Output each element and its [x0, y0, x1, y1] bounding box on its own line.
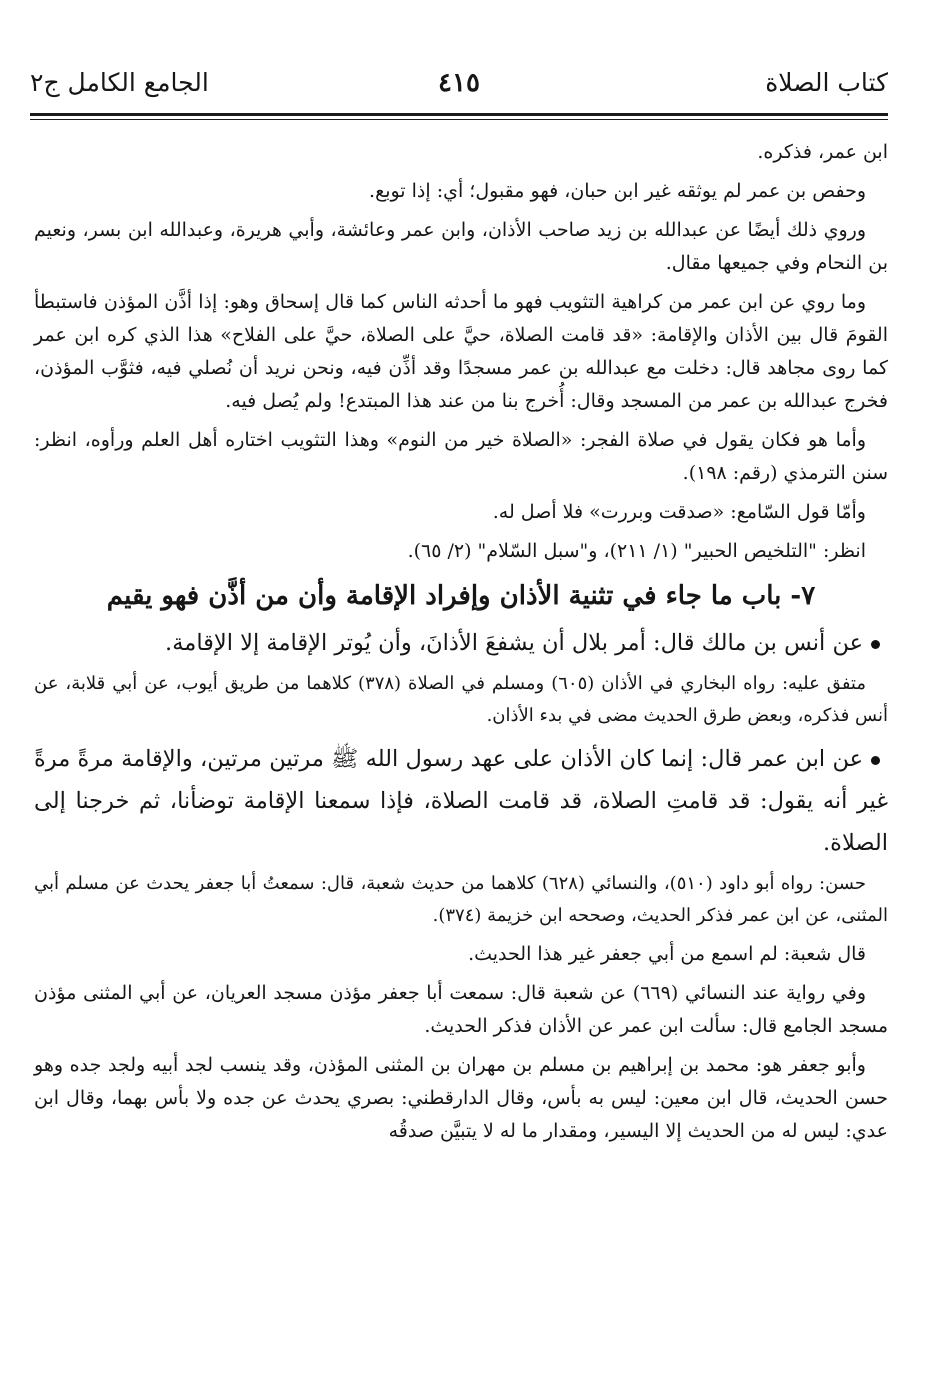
hadith-1: [34, 622, 888, 664]
paragraph-8: قال شعبة: لم اسمع من أبي جعفر غير هذا الحديث.: [468, 943, 866, 965]
paragraph-7: انظر: "التلخيص الحبير" (١/ ٢١١)، و"سبل السّلام" (٢/ ٦٥).: [407, 540, 866, 562]
bullet-icon: [871, 756, 880, 765]
page-number: ٤١٥: [438, 68, 480, 98]
book-section-title: كتاب الصلاة: [765, 68, 888, 97]
paragraph-4: وما روي عن ابن عمر من كراهية التثويب فهو ما أحدثه الناس كما قال إسحاق وهو: إذا أذَّن المؤذن فاستبطأ القومَ قال بين الأذان والإقامة: «قد قامت الصلاة، حيَّ على الصلاة، حيَّ على الفلاح» هذا الذي كره ابن عمر كما روى مجاهد قال: دخلت مع عبدالله بن عمر مسجدًا وقد أذِّن فيه، ونحن نريد أن نُصلي فيه، فثوَّب المؤذن، فخرج عبدالله بن عمر من المسجد وقال: أُخرج بنا من عند هذا المبتدع! ولم يُصل فيه.: [34, 291, 888, 412]
hadith-1-text: عن أنس بن مالك قال: أمر بلال أن يشفعَ الأذانَ، وأن يُوتر الإقامة إلا الإقامة.: [165, 630, 863, 656]
page-body: [34, 136, 888, 1154]
paragraph-5: وأما هو فكان يقول في صلاة الفجر: «الصلاة خير من النوم» وهذا التثويب اختاره أهل العلم ورأوه، انظر: سنن الترمذي (رقم: ١٩٨).: [34, 429, 888, 484]
source-note-1: متفق عليه: رواه البخاري في الأذان (٦٠٥) ومسلم في الصلاة (٣٧٨) كلاهما من طريق أيوب، عن أبي قلابة، عن أنس فذكره، وبعض طرق الحديث مضى في بدء الأذان.: [34, 673, 888, 726]
bullet-icon: [871, 640, 880, 649]
book-title: الجامع الكامل ج٢: [30, 68, 209, 97]
paragraph-6: وأمّا قول السّامع: «صدقت وبررت» فلا أصل له.: [492, 501, 866, 523]
paragraph-9: وفي رواية عند النسائي (٦٦٩) عن شعبة قال: سمعت أبا جعفر مؤذن مسجد العريان، عن أبي المثنى مؤذن مسجد الجامع قال: سألت ابن عمر عن الأذان فذكر الحديث.: [34, 982, 888, 1037]
header-rule-thick: [30, 113, 888, 116]
hadith-2: [34, 738, 888, 864]
chapter-heading: ٧- باب ما جاء في تثنية الأذان وإفراد الإقامة وأن من أذَّن فهو يقيم: [106, 581, 816, 611]
hadith-2-text: عن ابن عمر قال: إنما كان الأذان على عهد رسول الله ﷺ مرتين مرتين، والإقامة مرةً مرةً غير أنه يقول: قد قامتِ الصلاة، قد قامت الصلاة، فإذا سمعنا الإقامة توضأنا، ثم خرجنا إلى الصلاة.: [34, 746, 888, 856]
header-rule-thin: [30, 119, 888, 120]
source-note-2: حسن: رواه أبو داود (٥١٠)، والنسائي (٦٢٨) كلاهما من حديث شعبة، قال: سمعتُ أبا جعفر يحدث عن مسلم أبي المثنى، عن ابن عمر فذكر الحديث، وصححه ابن خزيمة (٣٧٤).: [34, 873, 888, 926]
paragraph-1: ابن عمر، فذكره.: [757, 141, 888, 163]
paragraph-3: وروي ذلك أيضًا عن عبدالله بن زيد صاحب الأذان، وابن عمر وعائشة، وأبي هريرة، وعبدالله ابن بسر، ونعيم بن النحام وفي جميعها مقال.: [34, 219, 888, 274]
paragraph-2: وحفص بن عمر لم يوثقه غير ابن حبان، فهو مقبول؛ أي: إذا توبع.: [369, 180, 866, 202]
page-header: [30, 62, 888, 112]
paragraph-10: وأبو جعفر هو: محمد بن إبراهيم بن مسلم بن مهران بن المثنى المؤذن، وقد ينسب لجد أبيه ولجد جده وهو حسن الحديث، قال ابن معين: ليس به بأس، وقال الدارقطني: بصري يحدث عن جده ولا بأس بهما، وقال ابن عدي: ليس له من الحديث إلا اليسير، ومقدار ما له لا يتبيَّن صدقُه: [34, 1054, 888, 1142]
